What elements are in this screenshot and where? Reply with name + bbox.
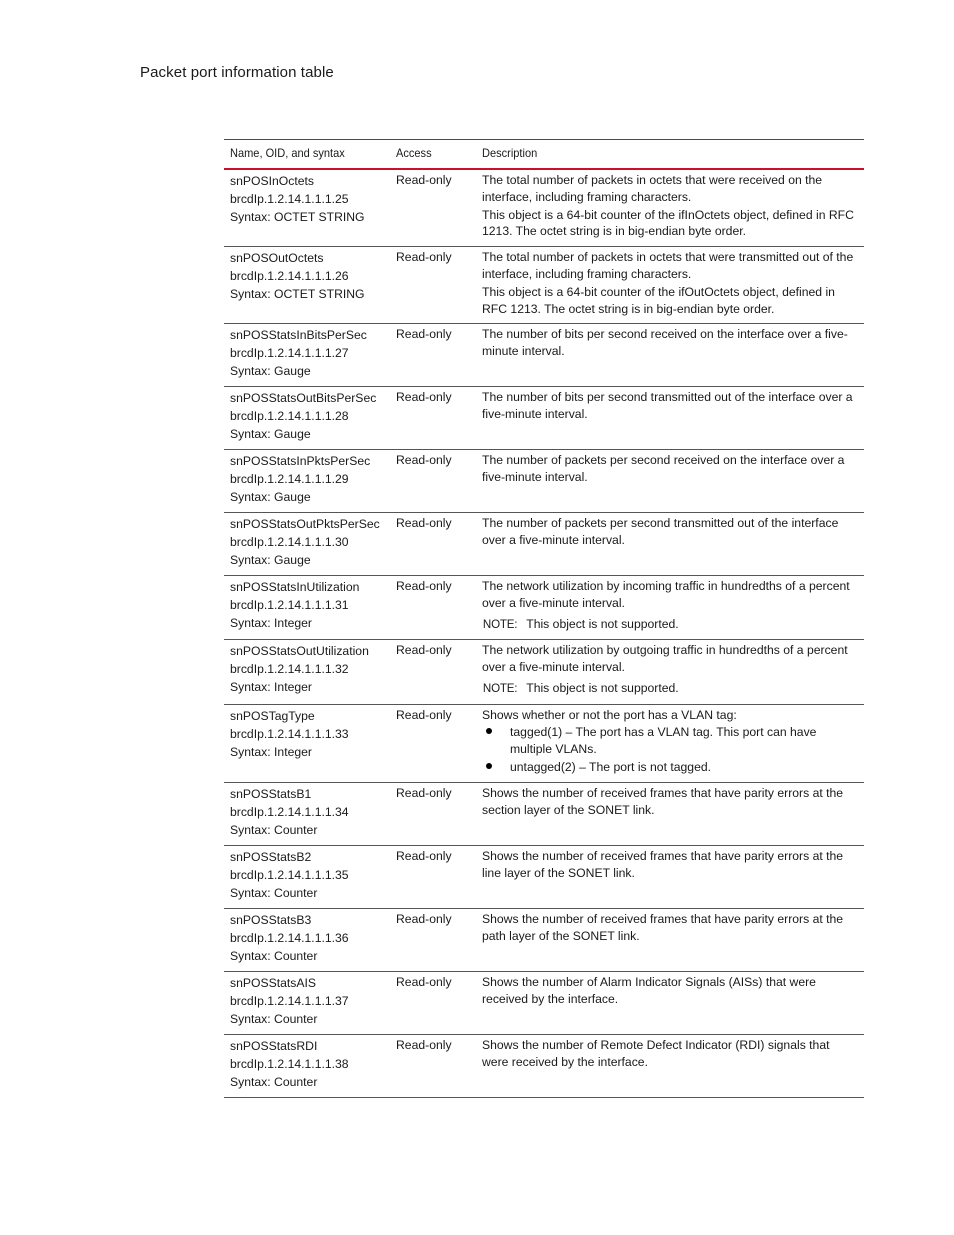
description-cell [476, 324, 864, 387]
object-oid: brcdIp.1.2.14.1.1.1.28 [230, 409, 349, 424]
description-paragraph: The network utilization by incoming traffic in hundredths of a percent over a five-minute interval. [482, 579, 850, 611]
column-header-name: Name, OID, and syntax [224, 140, 390, 170]
object-syntax: Syntax: Integer [230, 744, 312, 759]
table-row [224, 640, 864, 704]
column-header-description: Description [476, 140, 864, 170]
description-cell [476, 513, 864, 576]
table-row [224, 513, 864, 576]
object-oid: brcdIp.1.2.14.1.1.1.32 [230, 662, 349, 677]
access-cell: Read-only [390, 704, 476, 782]
object-name-cell [224, 845, 390, 908]
description-cell [476, 908, 864, 971]
note-block [482, 680, 858, 698]
object-oid: brcdIp.1.2.14.1.1.1.29 [230, 472, 349, 487]
access-cell: Read-only [390, 450, 476, 513]
object-oid: brcdIp.1.2.14.1.1.1.25 [230, 192, 349, 206]
table-row [224, 387, 864, 450]
object-name-cell [224, 971, 390, 1034]
object-syntax: Syntax: Counter [230, 1011, 318, 1026]
description-paragraph: The total number of packets in octets that were received on the interface, including framing characters. [482, 173, 823, 204]
note-block [482, 616, 858, 634]
object-oid: brcdIp.1.2.14.1.1.1.33 [230, 726, 349, 741]
description-cell [476, 387, 864, 450]
table-row [224, 324, 864, 387]
object-name: snPOSStatsInPktsPerSec [230, 454, 371, 469]
bullet-item: tagged(1) – The port has a VLAN tag. This port can have multiple VLANs. [482, 724, 858, 758]
object-syntax: Syntax: Integer [230, 616, 312, 631]
access-cell: Read-only [390, 640, 476, 704]
description-paragraph: The number of packets per second transmitted out of the interface over a five-minute interval. [482, 516, 839, 548]
table-row [224, 845, 864, 908]
object-name: snPOSStatsRDI [230, 1038, 318, 1053]
mib-object-table [224, 139, 864, 1098]
description-paragraph: The number of bits per second received on the interface over a five-minute interval. [482, 327, 848, 359]
description-paragraph: The number of packets per second received on the interface over a five-minute interval. [482, 453, 845, 485]
description-paragraph: This object is a 64-bit counter of the ifInOctets object, defined in RFC 1213. The octet string is in big-endian byte order. [482, 207, 854, 239]
description-cell [476, 247, 864, 324]
table-row [224, 1034, 864, 1097]
access-cell: Read-only [390, 169, 476, 247]
object-name: snPOSStatsAIS [230, 975, 317, 990]
object-syntax: Syntax: Gauge [230, 427, 311, 442]
object-name-cell [224, 640, 390, 704]
object-name-cell [224, 324, 390, 387]
description-paragraph: This object is a 64-bit counter of the ifOutOctets object, defined in RFC 1213. The octet string is in big-endian byte order. [482, 284, 835, 316]
access-cell: Read-only [390, 387, 476, 450]
object-name-cell [224, 169, 390, 247]
object-name: snPOSStatsOutBitsPerSec [230, 391, 377, 406]
note-label: NOTE: [482, 681, 518, 696]
table-row [224, 782, 864, 845]
description-paragraph: Shows whether or not the port has a VLAN tag: [482, 707, 737, 722]
description-paragraph: Shows the number of Remote Defect Indicator (RDI) signals that were received by the interface. [482, 1037, 830, 1069]
note-label: NOTE: [482, 616, 518, 631]
description-bullet-list [482, 724, 858, 775]
object-name: snPOSOutOctets [230, 251, 324, 266]
object-name: snPOSStatsOutPktsPerSec [230, 517, 380, 532]
object-name: snPOSStatsInUtilization [230, 580, 360, 595]
object-name-cell [224, 576, 390, 640]
access-cell: Read-only [390, 576, 476, 640]
note-text: This object is not supported. [526, 616, 679, 631]
bullet-item: untagged(2) – The port is not tagged. [482, 759, 858, 776]
description-paragraph: The network utilization by outgoing traffic in hundredths of a percent over a five-minute interval. [482, 643, 848, 675]
note-text: This object is not supported. [526, 681, 679, 696]
description-paragraph: Shows the number of Alarm Indicator Signals (AISs) that were received by the interface. [482, 974, 816, 1006]
object-oid: brcdIp.1.2.14.1.1.1.26 [230, 269, 349, 284]
object-oid: brcdIp.1.2.14.1.1.1.35 [230, 867, 349, 882]
object-syntax: Syntax: OCTET STRING [230, 210, 365, 224]
description-paragraph: Shows the number of received frames that have parity errors at the section layer of the SONET link. [482, 785, 844, 817]
object-oid: brcdIp.1.2.14.1.1.1.30 [230, 535, 349, 550]
description-cell [476, 169, 864, 247]
description-paragraph: The total number of packets in octets that were transmitted out of the interface, including framing characters. [482, 250, 854, 281]
access-cell: Read-only [390, 513, 476, 576]
object-syntax: Syntax: Integer [230, 680, 312, 695]
description-cell [476, 576, 864, 640]
table-body [224, 169, 864, 1097]
description-paragraph: Shows the number of received frames that have parity errors at the line layer of the SONET link. [482, 848, 844, 880]
object-syntax: Syntax: Gauge [230, 364, 311, 379]
object-syntax: Syntax: Counter [230, 822, 318, 837]
object-name: snPOSStatsB2 [230, 849, 312, 864]
object-oid: brcdIp.1.2.14.1.1.1.34 [230, 804, 349, 819]
description-cell [476, 971, 864, 1034]
table-header-row [224, 140, 864, 170]
access-cell: Read-only [390, 782, 476, 845]
table-header [224, 140, 864, 170]
object-syntax: Syntax: Counter [230, 1074, 318, 1089]
column-header-access: Access [390, 140, 476, 170]
object-name: snPOSStatsOutUtilization [230, 644, 369, 659]
description-cell [476, 704, 864, 782]
access-cell: Read-only [390, 247, 476, 324]
description-paragraph: The number of bits per second transmitted out of the interface over a five-minute interval. [482, 390, 853, 422]
table-row [224, 971, 864, 1034]
object-name-cell [224, 782, 390, 845]
table-row [224, 908, 864, 971]
description-paragraph: Shows the number of received frames that have parity errors at the path layer of the SONET link. [482, 911, 844, 943]
object-oid: brcdIp.1.2.14.1.1.1.31 [230, 598, 349, 613]
table-row [224, 169, 864, 247]
table-row [224, 704, 864, 782]
object-name-cell [224, 513, 390, 576]
object-name: snPOSTagType [230, 708, 315, 723]
description-cell [476, 782, 864, 845]
running-header-title: Packet port information table [140, 64, 334, 81]
object-name: snPOSStatsB1 [230, 786, 312, 801]
table-row [224, 576, 864, 640]
description-cell [476, 845, 864, 908]
access-cell: Read-only [390, 908, 476, 971]
object-name-cell [224, 247, 390, 324]
object-syntax: Syntax: OCTET STRING [230, 287, 365, 302]
object-syntax: Syntax: Counter [230, 885, 318, 900]
access-cell: Read-only [390, 971, 476, 1034]
table-row [224, 450, 864, 513]
object-name: snPOSInOctets [230, 174, 314, 188]
access-cell: Read-only [390, 1034, 476, 1097]
object-oid: brcdIp.1.2.14.1.1.1.27 [230, 346, 349, 361]
object-name: snPOSStatsB3 [230, 912, 312, 927]
description-cell [476, 640, 864, 704]
object-name-cell [224, 704, 390, 782]
object-name-cell [224, 387, 390, 450]
object-syntax: Syntax: Gauge [230, 553, 311, 568]
object-name-cell [224, 450, 390, 513]
description-cell [476, 1034, 864, 1097]
object-oid: brcdIp.1.2.14.1.1.1.38 [230, 1056, 349, 1071]
table-row [224, 247, 864, 324]
object-oid: brcdIp.1.2.14.1.1.1.36 [230, 930, 349, 945]
object-name-cell [224, 908, 390, 971]
object-oid: brcdIp.1.2.14.1.1.1.37 [230, 993, 349, 1008]
object-syntax: Syntax: Counter [230, 948, 318, 963]
object-syntax: Syntax: Gauge [230, 490, 311, 505]
access-cell: Read-only [390, 324, 476, 387]
object-name-cell [224, 1034, 390, 1097]
object-name: snPOSStatsInBitsPerSec [230, 328, 367, 343]
description-cell [476, 450, 864, 513]
access-cell: Read-only [390, 845, 476, 908]
